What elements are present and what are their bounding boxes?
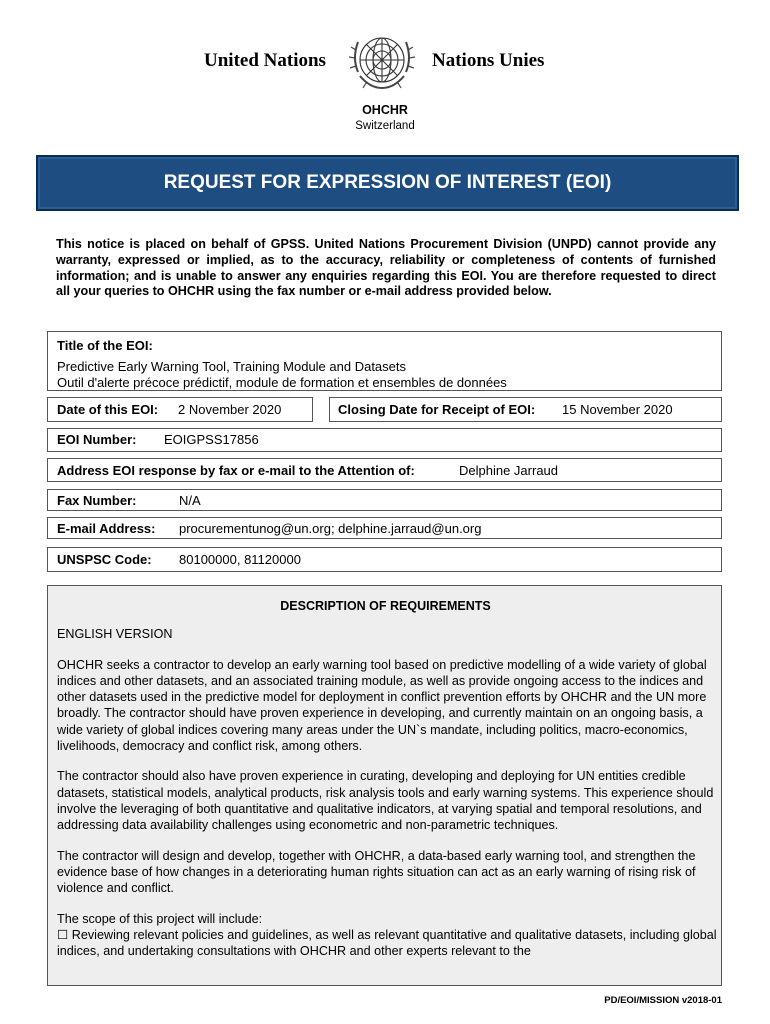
closing-date-box <box>329 397 722 422</box>
document-title: REQUEST FOR EXPRESSION OF INTEREST (EOI) <box>163 172 612 193</box>
fax-value: N/A <box>179 493 201 508</box>
description-paragraph-3: The contractor will design and develop, together with OHCHR, a data-based early warning tool, and strengthen the evidence base of how changes in a deteriorating human rights situation can act as an early warning of rising risk of violence and conflict. <box>57 848 696 896</box>
un-emblem-icon <box>346 30 418 96</box>
description-paragraph-1: OHCHR seeks a contractor to develop an early warning tool based on predictive modelling of a wide variety of global indices and other datasets, and an associated training module, as well as provide ongoing access to the indices and other datasets used in the predictive model for deployment in conflict prevention efforts by OHCHR and the UN more broadly. The contractor should have proven experience in developing, and currently maintain on an ongoing basis, a wide variety of global indices covering many areas under the UN`s mandate, including politics, macro-economics, livelihoods, democracy and conflict risk, among others. <box>57 657 707 753</box>
eoi-number-box <box>47 428 722 452</box>
email-value[interactable]: procurementunog@un.org; delphine.jarraud@un.org <box>179 521 482 536</box>
eoi-title-french: Outil d'alerte précoce prédictif, module de formation et ensembles de données <box>57 375 507 390</box>
unspsc-value: 80100000, 81120000 <box>179 552 301 567</box>
office-country: Switzerland <box>355 120 415 132</box>
description-heading: DESCRIPTION OF REQUIREMENTS <box>280 599 491 613</box>
org-name-english: United Nations <box>204 50 326 71</box>
email-label: E-mail Address: <box>57 521 156 536</box>
address-box <box>47 458 722 482</box>
eoi-title-english: Predictive Early Warning Tool, Training Module and Datasets <box>57 359 407 374</box>
description-box <box>47 585 722 986</box>
version-label: ENGLISH VERSION <box>57 627 173 641</box>
eoi-number-value: EOIGPSS17856 <box>164 432 259 447</box>
fax-label: Fax Number: <box>57 493 137 508</box>
unspsc-box <box>47 547 722 572</box>
description-paragraph-2: The contractor should also have proven experience in curating, developing and deploying for UN entities credible datasets, statistical models, analytical products, risk analysis tools and early warning systems. This experience should involve the leveraging of both quantitative and qualitative indicators, at varying spatial and temporal resolutions, and addressing data availability challenges using econometric and non-parametric techniques. <box>57 769 714 833</box>
eoi-title-label: Title of the EOI: <box>57 338 153 353</box>
eoi-title-box <box>47 331 722 391</box>
address-label: Address EOI response by fax or e-mail to the Attention of: <box>57 463 415 478</box>
notice-paragraph: This notice is placed on behalf of GPSS. United Nations Procurement Division (UNPD) cannot provide any warranty, expressed or implied, as to the accuracy, reliability or completeness of contents of furnished information; and is unable to answer any enquiries regarding this EOI. You are therefore requested to direct all your queries to OHCHR using the fax number or e-mail address provided below. <box>56 237 716 299</box>
form-code: PD/EOI/MISSION v2018-01 <box>604 995 722 1006</box>
scope-intro: The scope of this project will include: <box>57 911 263 926</box>
closing-date-label: Closing Date for Receipt of EOI: <box>338 402 536 417</box>
office-name: OHCHR <box>362 103 408 117</box>
scope-item-1: ☐ Reviewing relevant policies and guidelines, as well as relevant quantitative and qualitative datasets, including global indices, and undertaking consultations with OHCHR and other experts relevant to the <box>57 928 717 959</box>
eoi-date-box <box>47 397 313 422</box>
email-box <box>47 517 722 539</box>
closing-date-value: 15 November 2020 <box>562 402 673 417</box>
eoi-date-label: Date of this EOI: <box>57 402 159 417</box>
address-value: Delphine Jarraud <box>459 463 559 478</box>
eoi-number-label: EOI Number: <box>57 432 137 447</box>
org-name-french: Nations Unies <box>432 50 545 71</box>
description-body <box>57 626 717 959</box>
fax-box <box>47 489 722 511</box>
eoi-date-value: 2 November 2020 <box>178 402 282 417</box>
unspsc-label: UNSPSC Code: <box>57 552 152 567</box>
